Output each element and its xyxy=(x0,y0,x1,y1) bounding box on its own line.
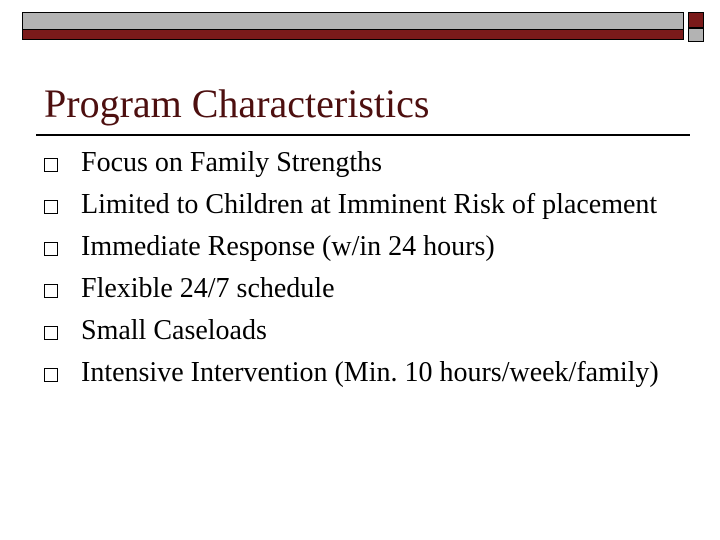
bullet-text: Focus on Family Strengths xyxy=(81,147,383,178)
top-band-dark-bar xyxy=(22,30,684,40)
bullet-text: Intensive Intervention (Min. 10 hours/week/family) xyxy=(81,357,659,388)
bullet-text: Immediate Response (w/in 24 hours) xyxy=(81,231,495,262)
hollow-square-icon xyxy=(44,326,58,340)
bullet-list xyxy=(44,145,664,397)
bullet-text: Limited to Children at Imminent Risk of placement xyxy=(81,189,658,220)
bullet-item xyxy=(44,229,664,265)
bullet-item xyxy=(44,145,664,181)
corner-decoration xyxy=(688,12,706,42)
bullet-text: Small Caseloads xyxy=(81,315,267,346)
bullet-item xyxy=(44,187,664,223)
hollow-square-icon xyxy=(44,158,58,172)
hollow-square-icon xyxy=(44,200,58,214)
top-decorative-band xyxy=(22,12,684,40)
corner-dark-square xyxy=(688,12,704,28)
hollow-square-icon xyxy=(44,284,58,298)
bullet-item xyxy=(44,355,664,391)
bullet-item xyxy=(44,271,664,307)
top-band-gray-bar xyxy=(22,12,684,30)
hollow-square-icon xyxy=(44,368,58,382)
hollow-square-icon xyxy=(44,242,58,256)
bullet-text: Flexible 24/7 schedule xyxy=(81,273,335,304)
corner-gray-square xyxy=(688,28,704,42)
slide-title: Program Characteristics xyxy=(44,81,430,126)
bullet-item xyxy=(44,313,664,349)
title-underline-rule xyxy=(36,134,690,136)
